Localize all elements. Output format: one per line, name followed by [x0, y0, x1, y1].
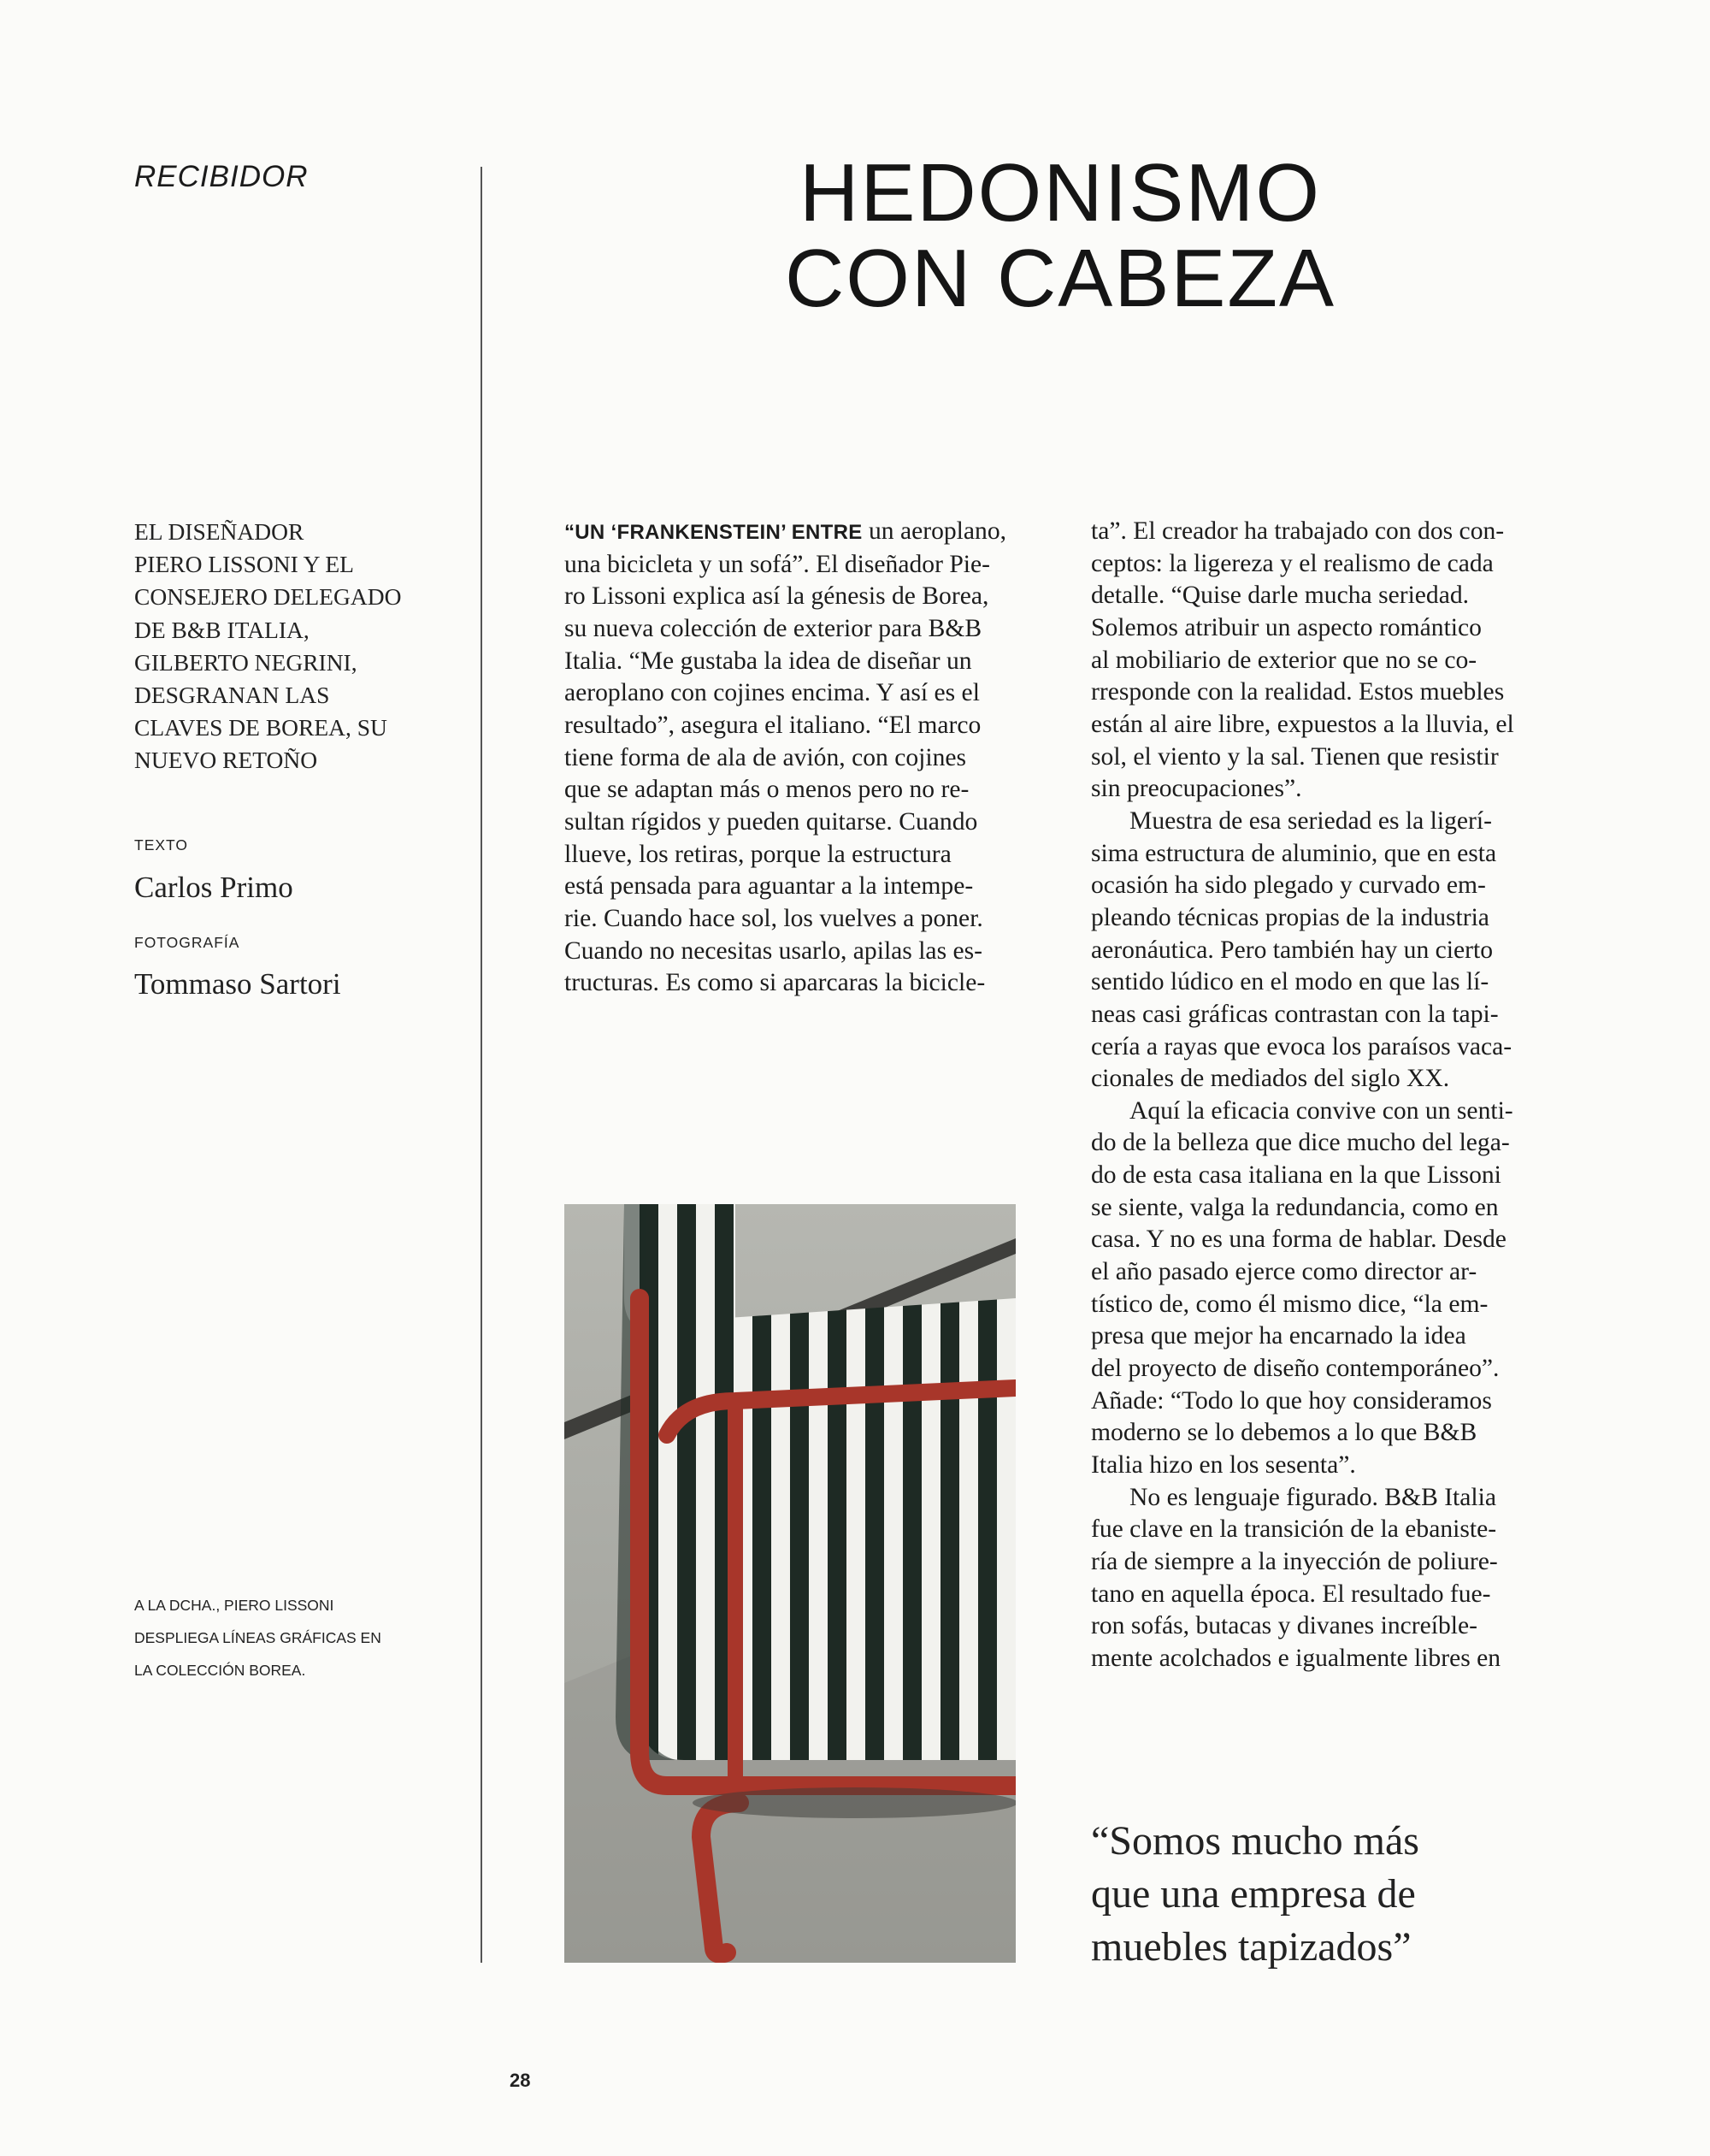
body-line: están al aire libre, expuestos a la lluvia, el — [1091, 710, 1514, 738]
body-column-2 — [1091, 516, 1548, 1675]
deck — [134, 516, 425, 777]
body-line: Añade: “Todo lo que hoy consideramos — [1091, 1386, 1492, 1415]
body-line: tístico de, como él mismo dice, “la em- — [1091, 1290, 1489, 1318]
body-line: sol, el viento y la sal. Tienen que resistir — [1091, 742, 1499, 771]
body-line: casa. Y no es una forma de hablar. Desde — [1091, 1226, 1507, 1254]
section-label: RECIBIDOR — [134, 160, 309, 193]
body-line: Muestra de esa seriedad es la ligerí- — [1129, 806, 1492, 835]
column-divider — [481, 167, 482, 1963]
body-line: aeroplano con cojines encima. Y así es el — [564, 679, 980, 707]
body-line: Aquí la eficacia convive con un senti- — [1129, 1096, 1513, 1125]
body-line: Italia hizo en los sesenta”. — [1091, 1451, 1356, 1480]
deck-line: PIERO LISSONI Y EL — [134, 551, 354, 578]
body-line: No es lenguaje figurado. B&B Italia — [1129, 1483, 1496, 1511]
deck-line: DESGRANAN LAS — [134, 682, 330, 709]
credit-text-label: TEXTO — [134, 836, 189, 854]
body-line: llueve, los retiras, porque la estructura — [564, 840, 952, 868]
pull-quote — [1091, 1815, 1570, 1974]
deck-line: CLAVES DE BOREA, SU — [134, 714, 387, 741]
deck-line: DE B&B ITALIA, — [134, 616, 310, 643]
body-line: sima estructura de aluminio, que en esta — [1091, 839, 1497, 867]
caption-line: LA COLECCIÓN BOREA. — [134, 1662, 306, 1679]
body-line: neas casi gráficas contrastan con la tapi- — [1091, 1000, 1499, 1028]
body-line: el año pasado ejerce como director ar- — [1091, 1258, 1477, 1286]
body-line: sin preocupaciones”. — [1091, 775, 1302, 803]
credit-text-name: Carlos Primo — [134, 871, 293, 904]
body-line: tiene forma de ala de avión, con cojines — [564, 743, 967, 771]
body-line: sultan rígidos y pueden quitarse. Cuando — [564, 807, 978, 836]
body-line — [564, 516, 1022, 549]
body-line: Italia. “Me gustaba la idea de diseñar un — [564, 647, 972, 675]
body-line: ceptos: la ligereza y el realismo de cada — [1091, 549, 1494, 577]
lead-in: “UN ‘FRANKENSTEIN’ ENTRE — [564, 521, 863, 544]
body-line: cería a rayas que evoca los paraísos vaca- — [1091, 1032, 1512, 1060]
body-line: Solemos atribuir un aspecto romántico — [1091, 613, 1482, 641]
title-line: CON CABEZA — [784, 233, 1336, 324]
credit-photo-label: FOTOGRAFÍA — [134, 934, 240, 951]
body-line: rie. Cuando hace sol, los vuelves a poner. — [564, 904, 983, 932]
pullquote-line: muebles tapizados” — [1091, 1924, 1412, 1970]
body-line: sentido lúdico en el modo en que las lí- — [1091, 968, 1489, 996]
body-line: ro Lissoni explica así la génesis de Borea, — [564, 582, 989, 611]
body-line: do de esta casa italiana en la que Lissoni — [1091, 1161, 1501, 1190]
pullquote-line: que una empresa de — [1091, 1871, 1416, 1917]
body-line: ta”. El creador ha trabajado con dos con- — [1091, 517, 1505, 545]
body-line: está pensada para aguantar a la intempe- — [564, 872, 974, 901]
deck-line: NUEVO RETOÑO — [134, 747, 318, 774]
caption-line: A LA DCHA., PIERO LISSONI — [134, 1597, 334, 1614]
pullquote-line: “Somos mucho más — [1091, 1818, 1419, 1864]
deck-line: GILBERTO NEGRINI, — [134, 648, 357, 676]
body-line: mente acolchados e igualmente libres en — [1091, 1644, 1501, 1672]
page-number: 28 — [510, 2070, 531, 2091]
title-line: HEDONISMO — [799, 147, 1322, 239]
chair-photo — [564, 1204, 1016, 1963]
deck-line: CONSEJERO DELEGADO — [134, 583, 402, 611]
chair-illustration — [564, 1204, 1016, 1963]
body-line: moderno se lo debemos a lo que B&B — [1091, 1419, 1477, 1447]
body-line: Cuando no necesitas usarlo, apilas las es- — [564, 936, 982, 965]
body-line: tructuras. Es como si aparcaras la bicicle- — [564, 969, 986, 997]
body-line: ron sofás, butacas y divanes increíble- — [1091, 1612, 1477, 1640]
credit-photo-name: Tommaso Sartori — [134, 967, 341, 1001]
body-line: do de la belleza que dice mucho del lega- — [1091, 1129, 1510, 1157]
body-line: ría de siempre a la inyección de poliure- — [1091, 1548, 1498, 1575]
body-line: pleando técnicas propias de la industria — [1091, 903, 1489, 931]
body-line: tano en aquella época. El resultado fue- — [1091, 1580, 1491, 1608]
body-line: rresponde con la realidad. Estos muebles — [1091, 678, 1505, 706]
body-line: cionales de mediados del siglo XX. — [1091, 1065, 1450, 1093]
photo-caption — [134, 1589, 425, 1686]
seat-cushion — [641, 1298, 1016, 1760]
body-line: ocasión ha sido plegado y curvado em- — [1091, 871, 1486, 900]
chair-shadow — [693, 1787, 1016, 1818]
body-line: detalle. “Quise darle mucha seriedad. — [1091, 582, 1470, 610]
lead-rest: un aeroplano, — [862, 517, 1007, 545]
body-line: del proyecto de diseño contemporáneo”. — [1091, 1355, 1500, 1383]
body-line: que se adaptan más o menos pero no re- — [564, 776, 970, 804]
body-column-1 — [564, 516, 1022, 1000]
body-line: resultado”, asegura el italiano. “El marco — [564, 711, 982, 739]
page-title — [633, 147, 1488, 324]
body-line: fue clave en la transición de la ebaniste- — [1091, 1515, 1497, 1544]
body-line: su nueva colección de exterior para B&B — [564, 614, 982, 642]
body-line: una bicicleta y un sofá”. El diseñador Pie- — [564, 550, 990, 578]
body-line: se siente, valga la redundancia, como en — [1091, 1193, 1499, 1221]
deck-line: EL DISEÑADOR — [134, 518, 304, 545]
body-line: presa que mejor ha encarnado la idea — [1091, 1322, 1466, 1350]
body-line: aeronáutica. Pero también hay un cierto — [1091, 936, 1494, 964]
caption-line: DESPLIEGA LÍNEAS GRÁFICAS EN — [134, 1629, 381, 1646]
body-line: al mobiliario de exterior que no se co- — [1091, 646, 1477, 674]
